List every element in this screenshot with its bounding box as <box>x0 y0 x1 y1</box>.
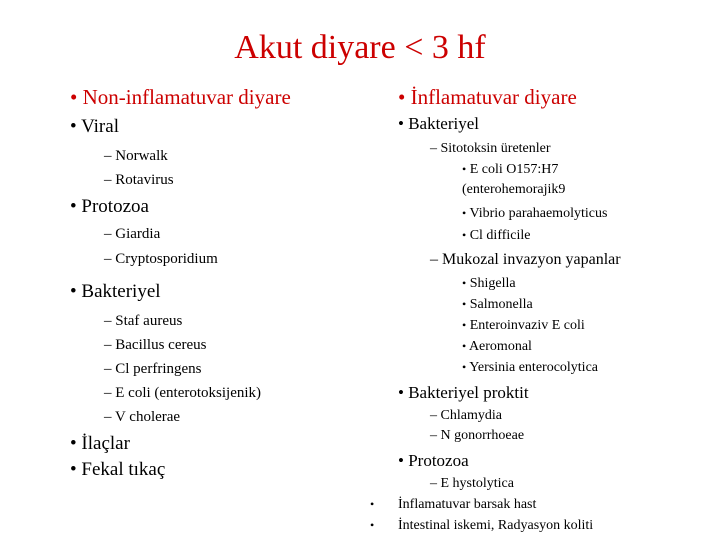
bullet-icon: • <box>398 114 404 133</box>
bullet-icon: • <box>70 196 77 217</box>
list-item: – Rotavirus <box>104 172 174 188</box>
dash-icon: – <box>104 172 112 188</box>
list-item: – Cryptosporidium <box>104 251 218 267</box>
bullet-icon: • <box>462 276 467 290</box>
dash-icon: – <box>104 313 112 329</box>
ibd-item: • İnflamatuvar barsak hast <box>362 494 712 515</box>
bacterial-item: • Bakteriyel <box>70 281 161 302</box>
bullet-icon: • <box>70 116 77 137</box>
bullet-icon: • <box>462 206 467 220</box>
bullet-icon: • <box>462 339 467 353</box>
bullet-icon: • <box>462 360 467 374</box>
toxin-producers-item: – Sitotoksin üretenler <box>430 141 551 156</box>
list-item: – Cl perfringens <box>104 361 202 377</box>
dash-icon: – <box>430 428 437 443</box>
dash-icon: – <box>104 251 112 267</box>
list-item: – Staf aureus <box>104 313 183 329</box>
protozoa-item: • Protozoa <box>398 451 469 470</box>
bullet-icon: • <box>398 383 404 402</box>
drugs-item: • İlaçlar <box>70 433 130 454</box>
bullet-icon: • <box>398 451 404 470</box>
list-item: – E coli (enterotoksijenik) <box>104 385 262 401</box>
dash-icon: – <box>104 337 112 353</box>
bullet-icon: • <box>462 318 467 332</box>
bullet-icon: • <box>370 497 375 511</box>
proctitis-item: • Bakteriyel proktit <box>398 383 529 402</box>
list-item: • Vibrio parahaemolyticus <box>462 206 608 221</box>
dash-icon: – <box>430 476 437 491</box>
list-item: • Enteroinvaziv E coli <box>462 318 585 333</box>
list-item: • E coli O157:H7 <box>462 162 559 177</box>
bullet-icon: • <box>398 85 406 109</box>
bullet-icon: • <box>462 297 467 311</box>
bullet-icon: • <box>70 85 78 109</box>
list-item: • Cl difficile <box>462 228 531 243</box>
dash-icon: – <box>104 226 112 242</box>
dash-icon: – <box>430 408 437 423</box>
list-item: – Giardia <box>104 226 161 242</box>
protozoa-item: • Protozoa <box>70 196 149 217</box>
list-item: – N gonorrhoeae <box>430 428 525 443</box>
list-item: – Bacillus cereus <box>104 337 207 353</box>
mucosal-invasion-item: – Mukozal invazyon yapanlar <box>430 251 621 268</box>
list-item: • Shigella <box>462 276 516 291</box>
fecal-item: • Fekal tıkaç <box>70 459 166 480</box>
dash-icon: – <box>104 148 112 164</box>
non-inflammatory-heading: • Non-inflamatuvar diyare <box>70 85 291 109</box>
list-item: – Norwalk <box>104 148 168 164</box>
bullet-icon: • <box>462 162 467 176</box>
dash-icon: – <box>104 385 112 401</box>
list-item: – E hystolytica <box>430 476 514 491</box>
list-item: • Yersinia enterocolytica <box>462 360 599 375</box>
bullet-icon: • <box>462 228 467 242</box>
ischemia-item: • İntestinal iskemi, Radyasyon koliti <box>362 515 712 536</box>
dash-icon: – <box>104 361 112 377</box>
dash-icon: – <box>430 251 438 268</box>
bullet-icon: • <box>70 459 77 480</box>
inflammatory-heading: • İnflamatuvar diyare <box>398 85 577 109</box>
bacterial-item: • Bakteriyel <box>398 114 480 133</box>
viral-item: • Viral <box>70 116 119 137</box>
list-item: – Chlamydia <box>430 408 502 423</box>
dash-icon: – <box>104 409 112 425</box>
list-item: • Salmonella <box>462 297 533 312</box>
bullet-icon: • <box>70 433 77 454</box>
list-item: – V cholerae <box>104 409 181 425</box>
bullet-icon: • <box>370 518 375 532</box>
slide-title: Akut diyare < 3 hf <box>234 29 486 66</box>
bullet-icon: • <box>70 281 77 302</box>
non-inflammatory-column <box>40 84 360 484</box>
list-item: • Aeromonal <box>462 339 532 354</box>
inflammatory-column <box>362 84 712 536</box>
list-item: (enterohemorajik9 <box>462 182 566 197</box>
dash-icon: – <box>430 141 437 156</box>
